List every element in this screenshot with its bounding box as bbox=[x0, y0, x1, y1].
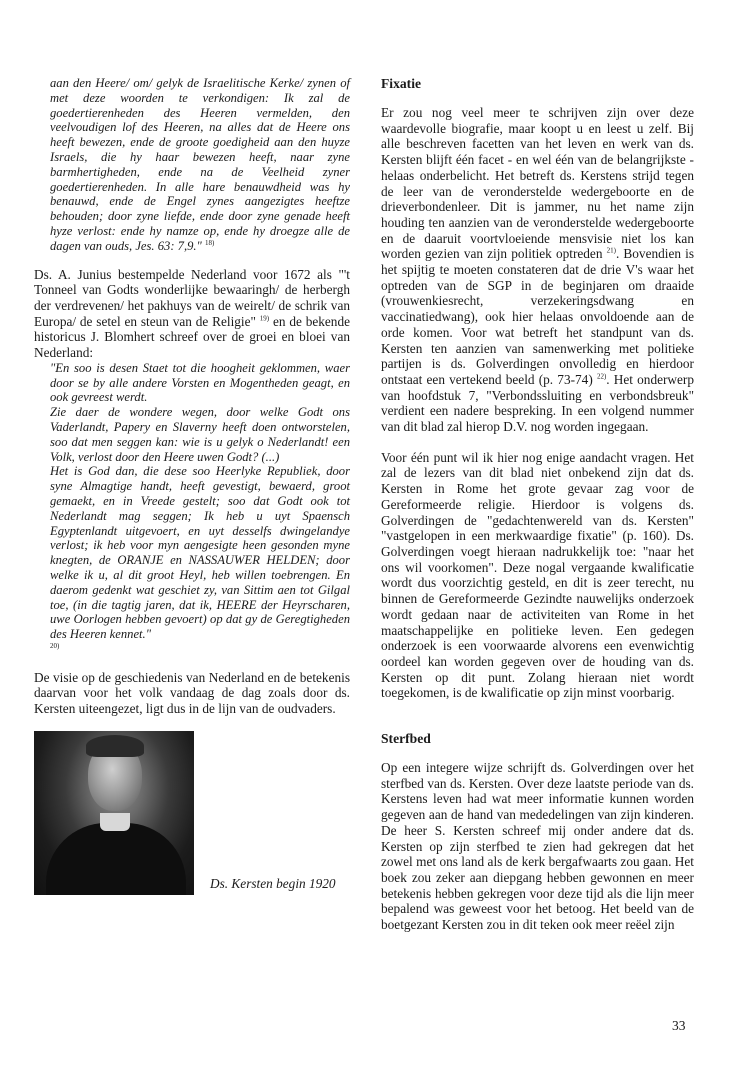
fixatie-paragraph-2: Voor één punt wil ik hier nog enige aandacht vragen. Het zal de lezers van dit blad niet onbekend zijn dat ds. Kersten in Rome het grote gevaar zag voor de Gereformeerde religie. Hierdoor is volgens ds. Golverdingen de "gedachtenwereld van ds. Kersten" "vastgelopen in een merkwaardige fixatie" (p. 160). Ds. Golverdingen voegt hieraan nadrukkelijk toe: "naar het ons wil voorkomen". Deze nogal vergaande kwalificatie wordt dus voorzichtig gesteld, en dit is zeer terecht, nu binnen de Gereformeerde Gezindte nauwelijks onderzoek wordt gedaan naar de activiteiten van Rome in het maatschappelijke en politieke leven. Een gedegen onderzoek is een voorwaarde alvorens een evenwichtig oordeel kan worden gegeven over de houding van ds. Kersten op dit punt. Zolang hieraan niet wordt toegekomen, is de kwalificatie op zijn minst voorbarig. bbox=[381, 449, 694, 701]
portrait-photo bbox=[34, 731, 194, 895]
portrait-figure bbox=[34, 731, 350, 895]
heading-sterfbed: Sterfbed bbox=[381, 731, 431, 747]
opening-quote-text: aan den Heere/ om/ gelyk de Israelitische Kerke/ zynen of met deze woorden te verkondigen: Ik zal de goedertierenheden des Heeren vermelden, den veelvoudigen lof des Heeren, na alles dat de Heere ons heeft bewezen, ende de groote goedigheid aan den huyze Israels, die hy haar bewezen heeft, naar zyne barmhertigheden, ende na de Veelheid zyner goedertierenheden. In alle hare benauwdheid was hy benauwd, ende de Engel zynes aangezigtes heeftze behouden; door zyne liefde, ende door zyne genade heeft hyze verlost: ende hy namze op, ende hy droegze alle de dagen van ouds, Jes. 63: 7,9." bbox=[50, 76, 350, 253]
left-column bbox=[34, 76, 350, 895]
heading-fixatie: Fixatie bbox=[381, 76, 422, 91]
oudvaders-paragraph: De visie op de geschiedenis van Nederland en de betekenis daarvan voor het volk vandaag de dag zoals door ds. Kersten uiteengezet, ligt dus in de lijn van de oudvaders. bbox=[34, 669, 350, 717]
footnote-ref-21: 21) bbox=[606, 246, 616, 255]
junius-paragraph: Ds. A. Junius bestempelde Nederland voor 1672 als "'t Tonneel van Godts wonderlijke bewaaringh/ de herbergh der verdrevenen/ het pakhuys van de weirelt/ de schrik van Europa/ de setel en steun van de Religie" $^{19)}$ en de bekende historicus J. Blomhert schreef over de groei en bloei van Nederland: bbox=[34, 266, 351, 361]
footnote-ref-20: 20) bbox=[50, 641, 60, 650]
portrait-caption: Ds. Kersten begin 1920 bbox=[210, 875, 336, 891]
footnote-ref-19: 19) bbox=[259, 314, 270, 323]
blomhert-quote-p3: Het is God dan, die dese soo Heerlyke Republiek, door syne Almagtige handt, heeft gevestigt, bewaerd, groot gemaekt, en in Vreede gestelt; soo dat Godt ook tot Nederlandt mag seggen; Ik heb u uyt Spaensch Egyptenlandt uitgevoert, en uyt desselfs dwingelandye verlost; ik heb voor myn aengesigte heen gesonden myne knegten, de ORANJE en NASSAUWER HELDEN; door welke ik u, al dit groot Heyl, heb willen toebrengen. En daerom gedenkt wat geschiet zy, van Sittim aen tot Gilgal toe, (in die tagtig jaren, dat ik, HEERE der Heyrscharen, uwe Oorlogen hebben gevoert) op dat gy de Geregtigheden des Heeren kennet." $^{20)}$ bbox=[50, 464, 350, 650]
blomhert-quote-p2: Zie daer de wondere wegen, door welke Godt ons Vaderlandt, Papery en Slaverny heeft doen ontworstelen, soo dat men seggen kan: wie is u gelyk o Nederlandt! een Volk, verlost door den Heere uwen Godt? (...) bbox=[50, 405, 350, 464]
page-number: 33 bbox=[672, 1018, 686, 1033]
blomhert-quote-p1: "En soo is desen Staet tot die hoogheit geklommen, waer door se by alle andere Vorsten en Mogentheden geagt, en ook gevreest werdt. bbox=[50, 360, 350, 405]
right-column bbox=[381, 76, 694, 933]
blomhert-quote bbox=[34, 361, 350, 657]
sterfbed-paragraph: Op een integere wijze schrijft ds. Golverdingen over het sterfbed van ds. Kersten. Over deze laatste periode van ds. Kerstens leven had wat meer informatie kunnen worden gegeven aan de hand van mededelingen van zijn kinderen. De heer S. Kersten schreef mij onder andere dat ds. Kersten op zijn sterfbed te zien had gekregen dat het zowel met ons land als de kerk bergafwaarts zou gaan. Het boek zou zeker aan diepgang hebben gewonnen en meer betekenis hebben gekregen voor deze tijd als die lijn meer bepalend was geweest voor het betoog. Het beeld van de boetgezant Kersten zou in dit teken ook meer reëel zijn bbox=[381, 760, 694, 933]
footnote-ref-22: 22) bbox=[596, 372, 607, 381]
fixatie-paragraph-1: Er zou nog veel meer te schrijven zijn over deze waardevolle biografie, maar koopt u en leest u zelf. Bij alle beschreven facetten van het leven en werk van ds. Kersten blijft één facet - en wel één van de belangrijkste - helaas onderbelicht. Het betreft ds. Kerstens strijd tegen de leer van de veronderstelde wedergeboorte en de drieverbondenleer. Dit is jammer, nu het name zijn houding ten aanzien van de veronderstelde wedergeboorte en de daaruit voortvloeiende mensvisie niet los kan worden gezien van zijn politiek optreden $^{21)}$. Bovendien is het spijtig te moeten constateren dat de drie V's waar het optreden van de SGP in de beginjaren om draaide (vrouwenkiesrecht, verzekeringsdwang en vaccinatiedwang), ook hier helaas onvoldoende aan de orde komen. Voor wat betreft het standpunt van ds. Kersten ten aanzien van samenwerking met politieke partijen is ds. Golverdingen onvolledig en hierdoor ontstaat een vertekend beeld (p. 73-74) $^{22)}$. Het onderwerp van hoofdstuk 7, "Verbondssluiting en verbondsbreuk" verdient een nadere bespreking. In een volgend nummer van dit blad zal hierop D.V. nog worden ingegaan. bbox=[381, 105, 695, 435]
opening-quote bbox=[34, 76, 350, 254]
footnote-ref-18: 18) bbox=[205, 238, 215, 247]
